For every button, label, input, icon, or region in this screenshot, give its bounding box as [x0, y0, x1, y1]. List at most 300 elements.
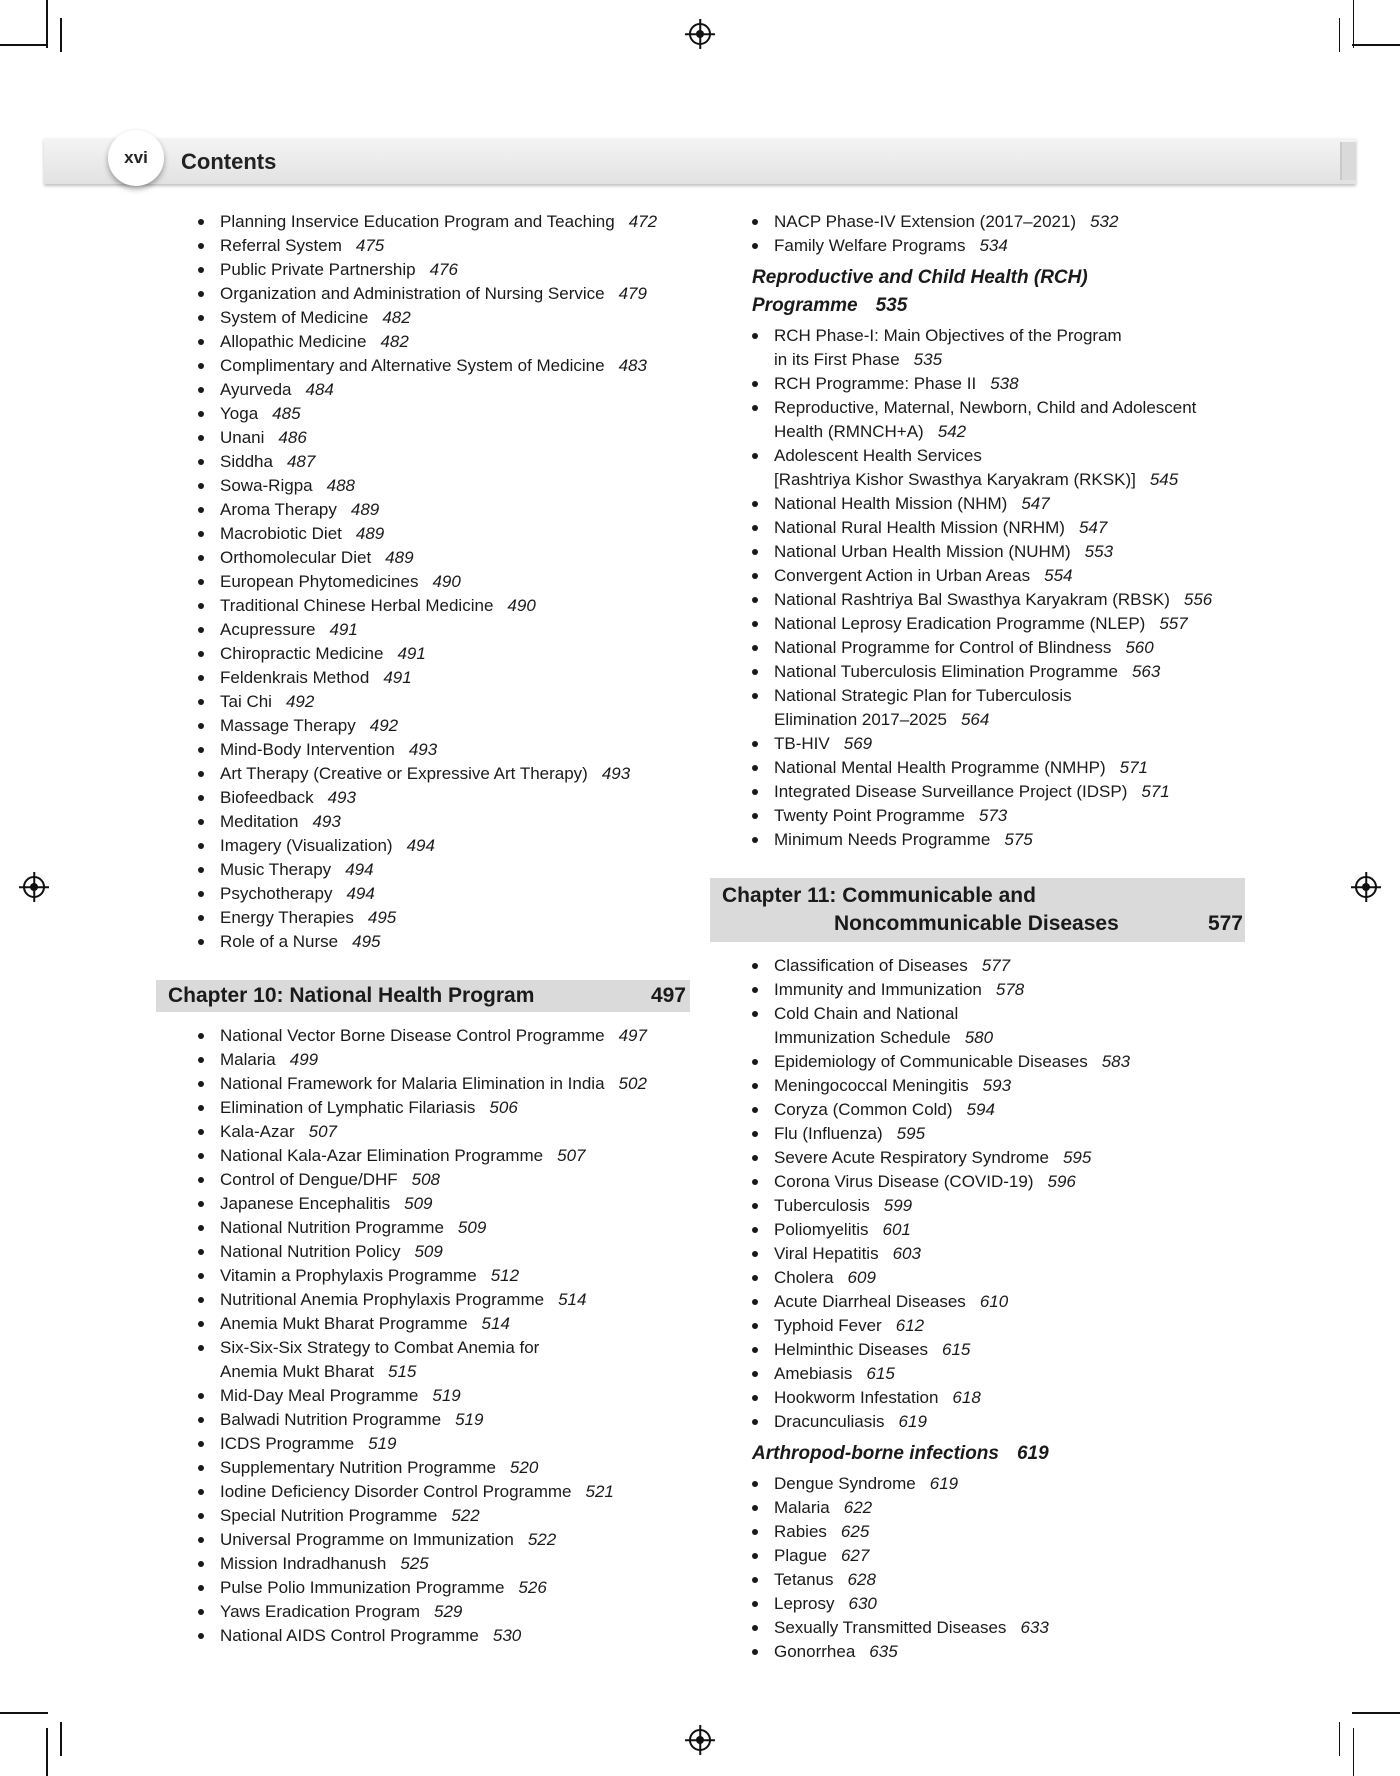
toc-entry-title: Meningococcal Meningitis — [774, 1076, 969, 1095]
toc-entry — [710, 612, 1245, 636]
toc-entry-page: 494 — [345, 860, 374, 879]
toc-entry-title: Imagery (Visualization) — [220, 836, 393, 855]
toc-entry — [156, 1456, 690, 1480]
bullet-icon — [752, 1649, 758, 1655]
crop-mark — [1339, 1722, 1341, 1756]
chapter-page: 577 — [1207, 912, 1243, 935]
toc-list — [710, 1472, 1245, 1664]
bullet-icon — [198, 1201, 204, 1207]
toc-entry-title-cont: Immunization Schedule — [774, 1028, 951, 1047]
toc-entry-page: 563 — [1131, 662, 1161, 681]
toc-entry — [710, 1098, 1245, 1122]
toc-entry — [710, 756, 1245, 780]
toc-entry — [156, 1216, 690, 1240]
toc-entry-page: 596 — [1047, 1172, 1076, 1191]
toc-entry — [156, 1192, 690, 1216]
toc-entry-page: 619 — [898, 1412, 927, 1431]
toc-entry-page: 595 — [896, 1124, 926, 1143]
toc-entry-title: Yoga — [220, 404, 259, 423]
toc-entry-page: 479 — [618, 284, 647, 303]
toc-entry — [156, 1312, 690, 1336]
toc-entry-title: Viral Hepatitis — [774, 1244, 879, 1263]
bullet-icon — [198, 1441, 204, 1447]
toc-entry — [710, 492, 1245, 516]
toc-list — [710, 210, 1245, 258]
bullet-icon — [752, 333, 758, 339]
toc-entry — [710, 636, 1245, 660]
toc-entry-title: National Strategic Plan for Tuberculosis — [774, 686, 1072, 705]
bullet-icon — [752, 1419, 758, 1425]
toc-entry-title: Corona Virus Disease (COVID-19) — [774, 1172, 1034, 1191]
bullet-icon — [752, 1155, 758, 1161]
bullet-icon — [752, 669, 758, 675]
toc-entry-page: 593 — [982, 1076, 1012, 1095]
toc-entry — [710, 324, 1245, 372]
toc-entry-title: Meditation — [220, 812, 299, 831]
registration-mark-icon — [689, 23, 711, 45]
toc-entry-page: 476 — [429, 260, 458, 279]
toc-entry-page: 507 — [557, 1146, 586, 1165]
bullet-icon — [752, 1481, 758, 1487]
bullet-icon — [198, 435, 204, 441]
toc-entry — [156, 618, 690, 642]
bullet-icon — [198, 291, 204, 297]
toc-entry-title: RCH Programme: Phase II — [774, 374, 977, 393]
chapter-title-line2: Noncommunicable Diseases — [834, 912, 1119, 935]
bullet-icon — [198, 339, 204, 345]
toc-entry-page: 521 — [585, 1482, 614, 1501]
toc-entry-page: 535 — [913, 350, 943, 369]
toc-list — [156, 1024, 690, 1648]
toc-entry — [156, 906, 690, 930]
toc-entry-page: 492 — [369, 716, 399, 735]
toc-entry-title: Acute Diarrheal Diseases — [774, 1292, 966, 1311]
toc-entry-page: 493 — [312, 812, 341, 831]
bullet-icon — [198, 1345, 204, 1351]
toc-entry-title: Severe Acute Respiratory Syndrome — [774, 1148, 1049, 1167]
toc-entry-page: 519 — [368, 1434, 397, 1453]
bullet-icon — [752, 243, 758, 249]
toc-entry — [156, 450, 690, 474]
section-page: 619 — [1016, 1443, 1049, 1464]
toc-entry-page: 520 — [509, 1458, 539, 1477]
toc-entry-page: 489 — [385, 548, 414, 567]
toc-entry-title: Biofeedback — [220, 788, 314, 807]
bullet-icon — [198, 1561, 204, 1567]
toc-entry-page: 534 — [979, 236, 1008, 255]
bullet-icon — [752, 645, 758, 651]
toc-entry-title: Family Welfare Programs — [774, 236, 966, 255]
bullet-icon — [198, 1633, 204, 1639]
toc-entry-title: Aroma Therapy — [220, 500, 337, 519]
toc-entry-page: 542 — [937, 422, 967, 441]
toc-entry-page: 483 — [618, 356, 647, 375]
bullet-icon — [752, 789, 758, 795]
toc-entry-page: 475 — [355, 236, 385, 255]
toc-entry — [156, 1144, 690, 1168]
toc-entry — [710, 588, 1245, 612]
toc-entry-title: Psychotherapy — [220, 884, 333, 903]
toc-entry-title: Vitamin a Prophylaxis Programme — [220, 1266, 477, 1285]
toc-entry — [156, 330, 690, 354]
toc-entry-page: 491 — [383, 668, 412, 687]
toc-entry-page: 615 — [942, 1340, 971, 1359]
bullet-icon — [752, 1371, 758, 1377]
toc-entry-title: Plague — [774, 1546, 827, 1565]
toc-entry-page: 622 — [843, 1498, 873, 1517]
bullet-icon — [198, 1249, 204, 1255]
bullet-icon — [198, 315, 204, 321]
toc-entry-page: 494 — [346, 884, 375, 903]
toc-entry-title: Malaria — [220, 1050, 276, 1069]
toc-entry-title-cont: Elimination 2017–2025 — [774, 710, 947, 729]
toc-entry-page: 578 — [995, 980, 1025, 999]
toc-entry-page: 612 — [895, 1316, 925, 1335]
toc-entry-page: 495 — [367, 908, 397, 927]
left-column — [156, 210, 690, 1648]
toc-entry-title: National Mental Health Programme (NMHP) — [774, 758, 1106, 777]
toc-entry-title: National Tuberculosis Elimination Programme — [774, 662, 1118, 681]
toc-entry-page: 529 — [434, 1602, 463, 1621]
toc-entry — [156, 1600, 690, 1624]
bullet-icon — [198, 387, 204, 393]
toc-entry-page: 571 — [1119, 758, 1148, 777]
toc-entry — [710, 396, 1245, 444]
toc-entry — [710, 1194, 1245, 1218]
toc-entry-page: 577 — [981, 956, 1011, 975]
bullet-icon — [752, 453, 758, 459]
toc-entry — [156, 1480, 690, 1504]
toc-entry-title: Convergent Action in Urban Areas — [774, 566, 1031, 585]
bullet-icon — [198, 1153, 204, 1159]
toc-entry — [156, 1432, 690, 1456]
toc-entry — [710, 1520, 1245, 1544]
bullet-icon — [752, 1251, 758, 1257]
toc-entry — [156, 810, 690, 834]
bullet-icon — [198, 747, 204, 753]
toc-entry-title: Rabies — [774, 1522, 827, 1541]
bullet-icon — [198, 1177, 204, 1183]
toc-entry-title: Classification of Diseases — [774, 956, 968, 975]
bullet-icon — [752, 1529, 758, 1535]
toc-entry-page: 514 — [481, 1314, 510, 1333]
bullet-icon — [198, 1585, 204, 1591]
toc-entry — [156, 1408, 690, 1432]
toc-entry-page: 514 — [558, 1290, 587, 1309]
toc-entry-page: 560 — [1125, 638, 1154, 657]
toc-entry-title: Control of Dengue/DHF — [220, 1170, 398, 1189]
toc-entry-title: NACP Phase-IV Extension (2017–2021) — [774, 212, 1077, 231]
toc-entry-title: National Programme for Control of Blindness — [774, 638, 1112, 657]
toc-entry-page: 495 — [352, 932, 381, 951]
toc-entry-title: Tai Chi — [220, 692, 272, 711]
crop-mark — [46, 1728, 48, 1776]
crop-mark — [60, 1722, 62, 1756]
bullet-icon — [752, 621, 758, 627]
bullet-icon — [752, 405, 758, 411]
toc-entry-title: Supplementary Nutrition Programme — [220, 1458, 496, 1477]
toc-entry — [710, 1410, 1245, 1434]
toc-entry-title: Universal Programme on Immunization — [220, 1530, 514, 1549]
toc-entry — [710, 954, 1245, 978]
toc-entry-title-cont: in its First Phase — [774, 350, 900, 369]
toc-entry — [710, 804, 1245, 828]
bullet-icon — [198, 939, 204, 945]
toc-entry-page: 491 — [397, 644, 426, 663]
toc-entry-title: ICDS Programme — [220, 1434, 355, 1453]
toc-entry-page: 615 — [866, 1364, 895, 1383]
toc-entry-page: 507 — [308, 1122, 338, 1141]
toc-entry-page: 489 — [355, 524, 385, 543]
toc-entry — [156, 210, 690, 234]
toc-entry-title: Helminthic Diseases — [774, 1340, 928, 1359]
bullet-icon — [198, 1225, 204, 1231]
bullet-icon — [752, 1179, 758, 1185]
toc-entry-page: 633 — [1020, 1618, 1049, 1637]
bullet-icon — [198, 867, 204, 873]
toc-entry-title: Gonorrhea — [774, 1642, 856, 1661]
toc-entry — [710, 1266, 1245, 1290]
toc-entry — [710, 1616, 1245, 1640]
bullet-icon — [752, 501, 758, 507]
toc-entry-title: Twenty Point Programme — [774, 806, 965, 825]
toc-entry — [710, 684, 1245, 732]
bullet-icon — [752, 1275, 758, 1281]
toc-entry — [710, 1218, 1245, 1242]
toc-entry-title: Six-Six-Six Strategy to Combat Anemia for — [220, 1338, 540, 1357]
toc-entry-page: 509 — [414, 1242, 443, 1261]
toc-entry-title: National Urban Health Mission (NUHM) — [774, 542, 1071, 561]
toc-entry-title: Balwadi Nutrition Programme — [220, 1410, 442, 1429]
toc-entry — [710, 732, 1245, 756]
toc-list — [710, 324, 1245, 852]
bullet-icon — [752, 597, 758, 603]
toc-entry — [156, 1072, 690, 1096]
bullet-icon — [198, 1609, 204, 1615]
toc-entry — [156, 306, 690, 330]
toc-entry-page: 508 — [411, 1170, 441, 1189]
toc-entry — [156, 642, 690, 666]
toc-entry — [710, 1002, 1245, 1050]
toc-entry-title: Tetanus — [774, 1570, 834, 1589]
bullet-icon — [198, 771, 204, 777]
bullet-icon — [752, 1553, 758, 1559]
toc-entry-title: Public Private Partnership — [220, 260, 416, 279]
toc-entry-title: Typhoid Fever — [774, 1316, 882, 1335]
toc-entry — [156, 570, 690, 594]
toc-entry — [156, 1624, 690, 1648]
toc-entry-title: Energy Therapies — [220, 908, 354, 927]
bullet-icon — [752, 765, 758, 771]
toc-entry-page: 603 — [892, 1244, 921, 1263]
bullet-icon — [198, 723, 204, 729]
page-number-badge: xvi — [108, 130, 164, 186]
toc-entry — [156, 738, 690, 762]
toc-entry-page: 490 — [507, 596, 536, 615]
toc-entry-title: Acupressure — [220, 620, 316, 639]
chapter-title: Chapter 10: National Health Program — [168, 984, 535, 1007]
toc-entry — [156, 258, 690, 282]
bullet-icon — [752, 963, 758, 969]
toc-entry-title: Organization and Administration of Nursing Service — [220, 284, 605, 303]
toc-entry-title: Reproductive, Maternal, Newborn, Child and Adolescent — [774, 398, 1197, 417]
bullet-icon — [198, 1033, 204, 1039]
bullet-icon — [752, 1107, 758, 1113]
toc-entry-page: 512 — [490, 1266, 520, 1285]
toc-entry-title: Siddha — [220, 452, 273, 471]
toc-entry — [710, 234, 1245, 258]
toc-entry-page: 493 — [327, 788, 356, 807]
toc-entry — [710, 978, 1245, 1002]
toc-entry-title: RCH Phase-I: Main Objectives of the Program — [774, 326, 1122, 345]
toc-entry-title: Kala-Azar — [220, 1122, 295, 1141]
toc-entry-page: 526 — [518, 1578, 547, 1597]
toc-entry-title: Referral System — [220, 236, 342, 255]
toc-entry-title: Mind-Body Intervention — [220, 740, 395, 759]
toc-entry — [710, 210, 1245, 234]
toc-entry — [710, 660, 1245, 684]
toc-entry-title: Dracunculiasis — [774, 1412, 885, 1431]
bullet-icon — [198, 699, 204, 705]
toc-entry-title: National Rashtriya Bal Swasthya Karyakram (RBSK) — [774, 590, 1170, 609]
toc-entry — [156, 1024, 690, 1048]
toc-entry — [156, 1264, 690, 1288]
toc-entry-page: 554 — [1044, 566, 1073, 585]
bullet-icon — [752, 741, 758, 747]
toc-entry-page: 482 — [382, 308, 411, 327]
toc-entry-page: 506 — [489, 1098, 518, 1117]
bullet-icon — [198, 651, 204, 657]
bullet-icon — [198, 1057, 204, 1063]
toc-entry-title: National Framework for Malaria Elimination in India — [220, 1074, 605, 1093]
toc-entry — [156, 1240, 690, 1264]
toc-entry-page: 583 — [1101, 1052, 1131, 1071]
toc-entry — [156, 1576, 690, 1600]
bullet-icon — [752, 1083, 758, 1089]
toc-entry-page: 594 — [966, 1100, 995, 1119]
toc-entry-page: 490 — [432, 572, 461, 591]
toc-entry-title: Complimentary and Alternative System of Medicine — [220, 356, 605, 375]
bullet-icon — [752, 1505, 758, 1511]
registration-mark-icon — [23, 876, 45, 898]
toc-entry-page: 571 — [1141, 782, 1170, 801]
toc-entry — [710, 1362, 1245, 1386]
toc-entry — [710, 1314, 1245, 1338]
section-heading — [710, 264, 1245, 320]
toc-entry — [710, 1496, 1245, 1520]
bullet-icon — [198, 243, 204, 249]
chapter-page: 497 — [650, 984, 686, 1007]
toc-entry-title: Iodine Deficiency Disorder Control Programme — [220, 1482, 572, 1501]
toc-list — [710, 954, 1245, 1434]
toc-entry — [156, 546, 690, 570]
toc-entry-title: Integrated Disease Surveillance Project (IDSP) — [774, 782, 1128, 801]
toc-entry — [710, 1074, 1245, 1098]
bullet-icon — [198, 675, 204, 681]
toc-entry-page: 497 — [618, 1026, 647, 1045]
toc-entry-page: 628 — [847, 1570, 876, 1589]
toc-entry — [156, 882, 690, 906]
bullet-icon — [752, 549, 758, 555]
toc-entry — [710, 1242, 1245, 1266]
crop-mark — [60, 18, 62, 52]
bullet-icon — [198, 891, 204, 897]
bullet-icon — [198, 627, 204, 633]
toc-entry-title: Massage Therapy — [220, 716, 356, 735]
toc-entry-title: Anemia Mukt Bharat Programme — [220, 1314, 468, 1333]
toc-entry-title: TB-HIV — [774, 734, 830, 753]
toc-entry — [156, 930, 690, 954]
bullet-icon — [198, 411, 204, 417]
toc-entry-page: 522 — [527, 1530, 557, 1549]
toc-entry — [156, 1336, 690, 1384]
bullet-icon — [198, 795, 204, 801]
bullet-icon — [752, 1131, 758, 1137]
toc-entry-title: Adolescent Health Services — [774, 446, 982, 465]
toc-entry-page: 499 — [289, 1050, 319, 1069]
toc-entry-title: Mid-Day Meal Programme — [220, 1386, 419, 1405]
toc-entry — [710, 1170, 1245, 1194]
toc-entry — [710, 780, 1245, 804]
toc-entry — [710, 1122, 1245, 1146]
crop-mark — [1353, 0, 1355, 48]
toc-entry — [710, 1386, 1245, 1410]
toc-entry — [156, 282, 690, 306]
toc-entry-page: 487 — [286, 452, 316, 471]
toc-entry-page: 482 — [380, 332, 409, 351]
toc-entry — [156, 354, 690, 378]
toc-entry — [156, 1096, 690, 1120]
toc-entry-title-cont: Anemia Mukt Bharat — [220, 1362, 375, 1381]
chapter-heading — [710, 878, 1245, 942]
toc-entry-page: 509 — [404, 1194, 433, 1213]
toc-entry-page: 573 — [978, 806, 1008, 825]
toc-entry-page: 556 — [1183, 590, 1213, 609]
crop-mark — [46, 0, 48, 48]
toc-entry-title: Cholera — [774, 1268, 834, 1287]
toc-entry-page: 485 — [272, 404, 301, 423]
toc-entry-title: Special Nutrition Programme — [220, 1506, 438, 1525]
toc-entry-title: Orthomolecular Diet — [220, 548, 372, 567]
toc-entry-page: 522 — [451, 1506, 480, 1525]
bullet-icon — [752, 381, 758, 387]
toc-entry-title-cont: Health (RMNCH+A) — [774, 422, 924, 441]
bullet-icon — [752, 1577, 758, 1583]
bullet-icon — [198, 267, 204, 273]
toc-entry-title: National AIDS Control Programme — [220, 1626, 479, 1645]
crop-mark — [0, 1712, 48, 1714]
toc-entry — [156, 402, 690, 426]
toc-entry-page: 601 — [882, 1220, 911, 1239]
toc-entry-title: Cold Chain and National — [774, 1004, 959, 1023]
toc-entry-page: 519 — [432, 1386, 461, 1405]
bullet-icon — [752, 1299, 758, 1305]
bullet-icon — [198, 459, 204, 465]
toc-entry-page: 492 — [285, 692, 315, 711]
toc-entry-page: 575 — [1004, 830, 1033, 849]
toc-entry — [156, 834, 690, 858]
toc-entry — [156, 594, 690, 618]
toc-entry-title: Sexually Transmitted Diseases — [774, 1618, 1007, 1637]
bullet-icon — [752, 1323, 758, 1329]
bullet-icon — [752, 573, 758, 579]
toc-entry-title: Sowa-Rigpa — [220, 476, 313, 495]
toc-entry-page: 627 — [840, 1546, 870, 1565]
section-title: Arthropod-borne infections — [752, 1443, 999, 1464]
toc-entry-title: Music Therapy — [220, 860, 332, 879]
toc-entry-page: 494 — [406, 836, 435, 855]
toc-entry-title: National Leprosy Eradication Programme (NLEP) — [774, 614, 1146, 633]
